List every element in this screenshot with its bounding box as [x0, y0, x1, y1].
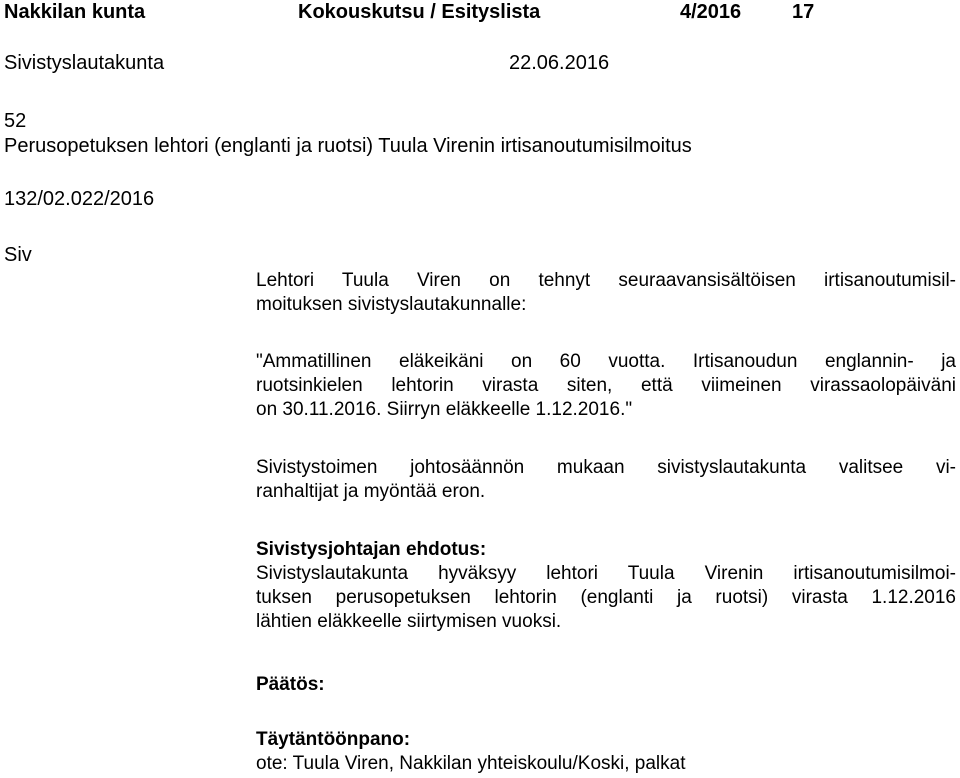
- rule-paragraph: [256, 456, 956, 504]
- item-reference: 132/02.022/2016: [4, 188, 155, 210]
- rule-line: Sivistystoimen johtosäännön mukaan sivistyslautakunta valitsee vi-: [256, 457, 956, 478]
- intro-line: moituksen sivistyslautakunnalle:: [256, 294, 527, 315]
- execution-text: ote: Tuula Viren, Nakkilan yhteiskoulu/Koski, palkat: [256, 753, 686, 774]
- quote-line: ruotsinkielen lehtorin virasta siten, että viimeinen virassaolopäiväni: [256, 375, 956, 396]
- proposal-section: [256, 538, 956, 634]
- page-number: 17: [792, 1, 815, 23]
- proposal-line: tuksen perusopetuksen lehtorin (englanti ja ruotsi) virasta 1.12.2016: [256, 587, 956, 608]
- municipality-name: Nakkilan kunta: [4, 1, 146, 23]
- execution-heading: Täytäntöönpano:: [256, 729, 411, 750]
- document-type: Kokouskutsu / Esityslista: [298, 1, 541, 23]
- item-number: 52: [4, 110, 27, 132]
- intro-line: Lehtori Tuula Viren on tehnyt seuraavansisältöisen irtisanoutumisil-: [256, 270, 956, 291]
- quote-paragraph: [256, 350, 956, 422]
- proposal-line: Sivistyslautakunta hyväksyy lehtori Tuula Virenin irtisanoutumisilmoi-: [256, 563, 956, 584]
- quote-line: on 30.11.2016. Siirryn eläkkeelle 1.12.2016.": [256, 399, 633, 420]
- rule-line: ranhaltijat ja myöntää eron.: [256, 481, 486, 502]
- item-title: Perusopetuksen lehtori (englanti ja ruotsi) Tuula Virenin irtisanoutumisilmoitus: [4, 135, 692, 157]
- intro-paragraph: [256, 269, 956, 317]
- proposal-line: lähtien eläkkeelle siirtymisen vuoksi.: [256, 611, 562, 632]
- meeting-date: 22.06.2016: [509, 52, 610, 74]
- board-name: Sivistyslautakunta: [4, 52, 165, 74]
- preparer-abbreviation: Siv: [4, 244, 32, 266]
- quote-line: "Ammatillinen eläkeikäni on 60 vuotta. Irtisanoudun englannin- ja: [256, 351, 956, 372]
- proposal-heading: Sivistysjohtajan ehdotus:: [256, 539, 487, 560]
- decision-heading: Päätös:: [256, 674, 325, 695]
- issue-number: 4/2016: [680, 1, 742, 23]
- execution-section: [256, 728, 956, 776]
